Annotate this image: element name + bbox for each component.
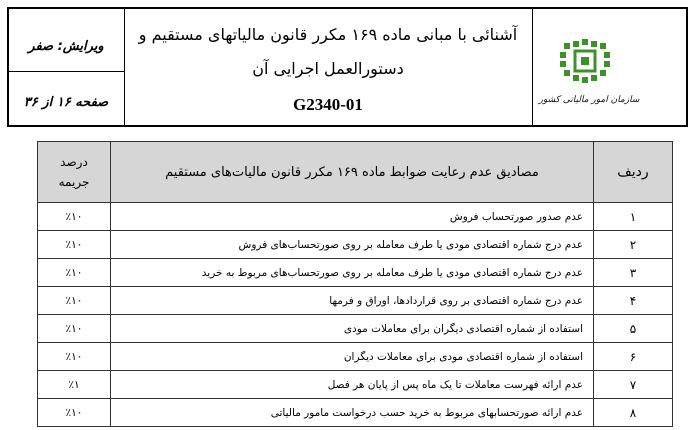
document-title: آشنائی با مبانی ماده ۱۶۹ مکرر قانون مالیاتهای مستقیم و (138, 25, 518, 44)
violation-description-cell: عدم درج شماره اقتصادی مودی یا طرف معامله بر روی صورتحساب‌های مربوط به خرید (111, 259, 594, 287)
table-row (38, 287, 673, 315)
violation-description-cell: استفاده از شماره اقتصادی دیگران برای معاملات مودی (111, 315, 594, 343)
table-row (38, 231, 673, 259)
violation-description-cell: عدم درج شماره اقتصادی بر روی قراردادها، اوراق و فرمها (111, 287, 594, 315)
violation-description-cell: عدم درج شماره اقتصادی مودی یا طرف معامله بر روی صورتحساب‌های فروش (111, 231, 594, 259)
tax-organization-logo-icon (560, 39, 610, 83)
row-number-cell: ۶ (594, 343, 673, 371)
row-number-cell: ۷ (594, 371, 673, 399)
row-number-cell: ۴ (594, 287, 673, 315)
violation-description-cell: عدم ارائه صورتحسابهای مربوط به خرید حسب درخواست مامور مالیاتی (111, 399, 594, 427)
column-header-description: مصادیق عدم رعایت ضوابط ماده ۱۶۹ مکرر قانون مالیات‌های مستقیم (111, 142, 594, 203)
table-row (38, 343, 673, 371)
row-number-cell: ۸ (594, 399, 673, 427)
penalty-percent-cell: ٪۱۰ (38, 315, 111, 343)
table-header-row (38, 142, 673, 203)
penalty-percent-cell: ٪۱۰ (38, 343, 111, 371)
column-header-penalty-percent (38, 142, 111, 203)
row-number-cell: ۱ (594, 203, 673, 231)
document-code: G2340-01 (293, 95, 363, 114)
table-row (38, 259, 673, 287)
document-header (7, 7, 688, 127)
column-header-row-number: ردیف (594, 142, 673, 203)
violation-description-cell: استفاده از شماره اقتصادی مودی برای معاملات دیگران (111, 343, 594, 371)
edition-label: ویرایش: صفر (28, 39, 104, 54)
header-divider (124, 9, 125, 125)
table-row (38, 203, 673, 231)
penalty-header-line1: درصد (60, 155, 88, 169)
penalty-percent-cell: ٪۱۰ (38, 399, 111, 427)
row-number-cell: ۲ (594, 231, 673, 259)
violation-description-cell: عدم صدور صورتحساب فروش (111, 203, 594, 231)
header-divider (9, 71, 124, 72)
table-row (38, 371, 673, 399)
row-number-cell: ۳ (594, 259, 673, 287)
table-row (38, 399, 673, 427)
row-number-cell: ۵ (594, 315, 673, 343)
penalty-percent-cell: ٪۱۰ (38, 287, 111, 315)
page-number: صفحه ۱۶ از ۳۶ (23, 95, 109, 110)
document-title-continued: دستورالعمل اجرایی آن (252, 59, 404, 78)
table-row (38, 315, 673, 343)
violations-table (37, 141, 673, 427)
organization-name: سازمان امور مالیاتی کشور (538, 95, 640, 105)
penalty-header-line2: جریمه (58, 175, 90, 189)
header-divider (532, 9, 533, 125)
penalty-percent-cell: ٪۱۰ (38, 231, 111, 259)
penalty-percent-cell: ٪۱۰ (38, 203, 111, 231)
violation-description-cell: عدم ارائه فهرست معاملات تا یک ماه پس از پایان هر فصل (111, 371, 594, 399)
penalty-percent-cell: ٪۱۰ (38, 259, 111, 287)
penalty-percent-cell: ٪۱ (38, 371, 111, 399)
